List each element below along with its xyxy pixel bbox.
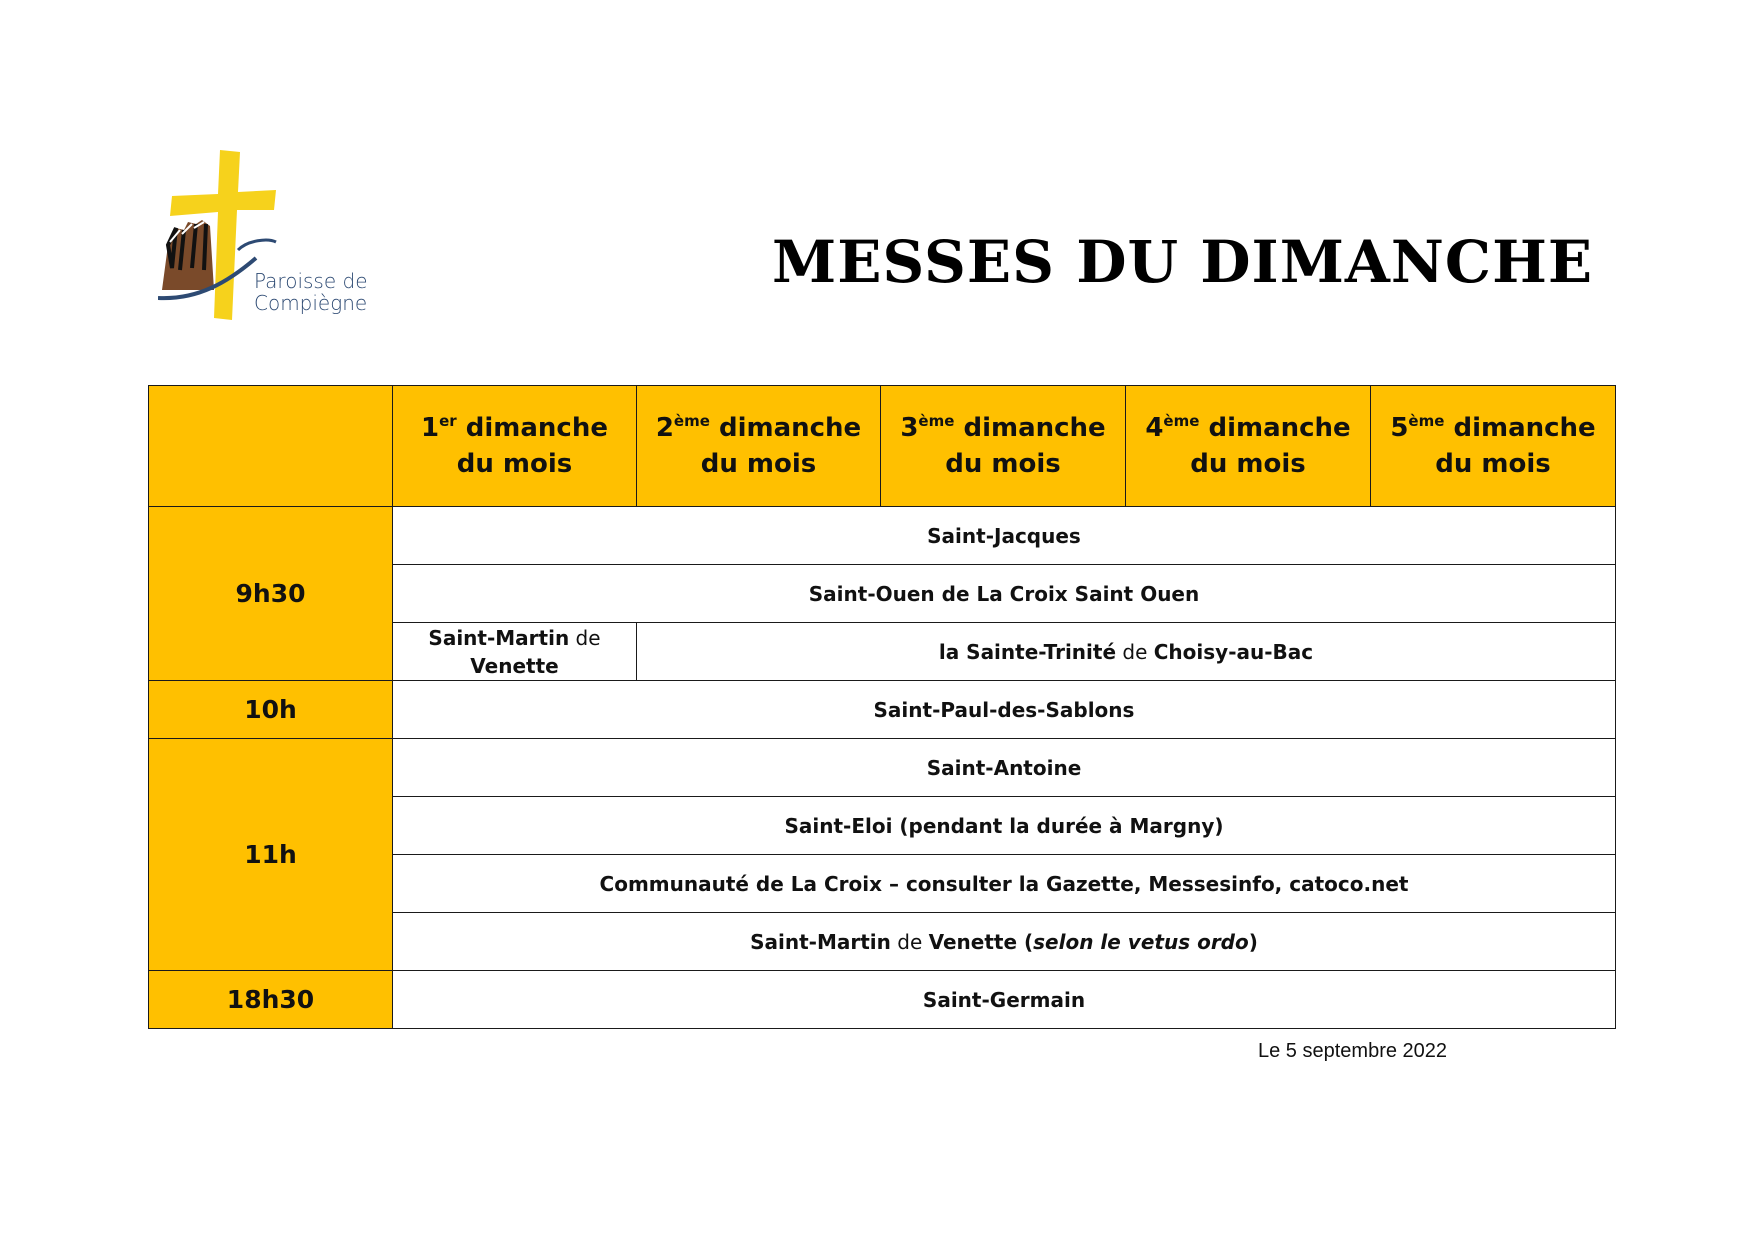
church-cell: Saint-Paul-des-Sablons <box>393 681 1616 739</box>
church-cell: Saint-Martin de Venette <box>393 623 637 681</box>
parish-logo <box>158 150 388 325</box>
time-cell-11h: 11h <box>149 739 393 971</box>
header-row <box>149 386 1616 507</box>
column-header-4: 4ème dimanche du mois <box>1126 386 1371 507</box>
document-date: Le 5 septembre 2022 <box>1258 1040 1448 1062</box>
church-cell: la Sainte-Trinité de Choisy-au-Bac <box>637 623 1616 681</box>
time-cell-10h: 10h <box>149 681 393 739</box>
table-row <box>149 507 1616 565</box>
corner-cell <box>149 386 393 507</box>
church-cell: Saint-Eloi (pendant la durée à Margny) <box>393 797 1616 855</box>
church-cell: Saint-Antoine <box>393 739 1616 797</box>
church-cell: Saint-Ouen de La Croix Saint Ouen <box>393 565 1616 623</box>
church-cell: Saint-Germain <box>393 971 1616 1029</box>
table-row <box>149 971 1616 1029</box>
church-cell: Saint-Jacques <box>393 507 1616 565</box>
page-title: MESSES DU DIMANCHE <box>772 228 1594 296</box>
mass-schedule-table <box>148 385 1616 1029</box>
column-header-1: 1er dimanche du mois <box>393 386 637 507</box>
column-header-2: 2ème dimanche du mois <box>637 386 881 507</box>
church-cell: Saint-Martin de Venette (selon le vetus ordo) <box>393 913 1616 971</box>
parish-name <box>254 270 368 314</box>
church-cell: Communauté de La Croix – consulter la Gazette, Messesinfo, catoco.net <box>393 855 1616 913</box>
parish-name-line2: Compiègne <box>254 291 368 315</box>
time-cell-18h30: 18h30 <box>149 971 393 1029</box>
time-cell-9h30: 9h30 <box>149 507 393 681</box>
parish-name-line1: Paroisse de <box>254 269 368 293</box>
column-header-3: 3ème dimanche du mois <box>881 386 1126 507</box>
table-row <box>149 681 1616 739</box>
table-row <box>149 739 1616 797</box>
column-header-5: 5ème dimanche du mois <box>1371 386 1616 507</box>
